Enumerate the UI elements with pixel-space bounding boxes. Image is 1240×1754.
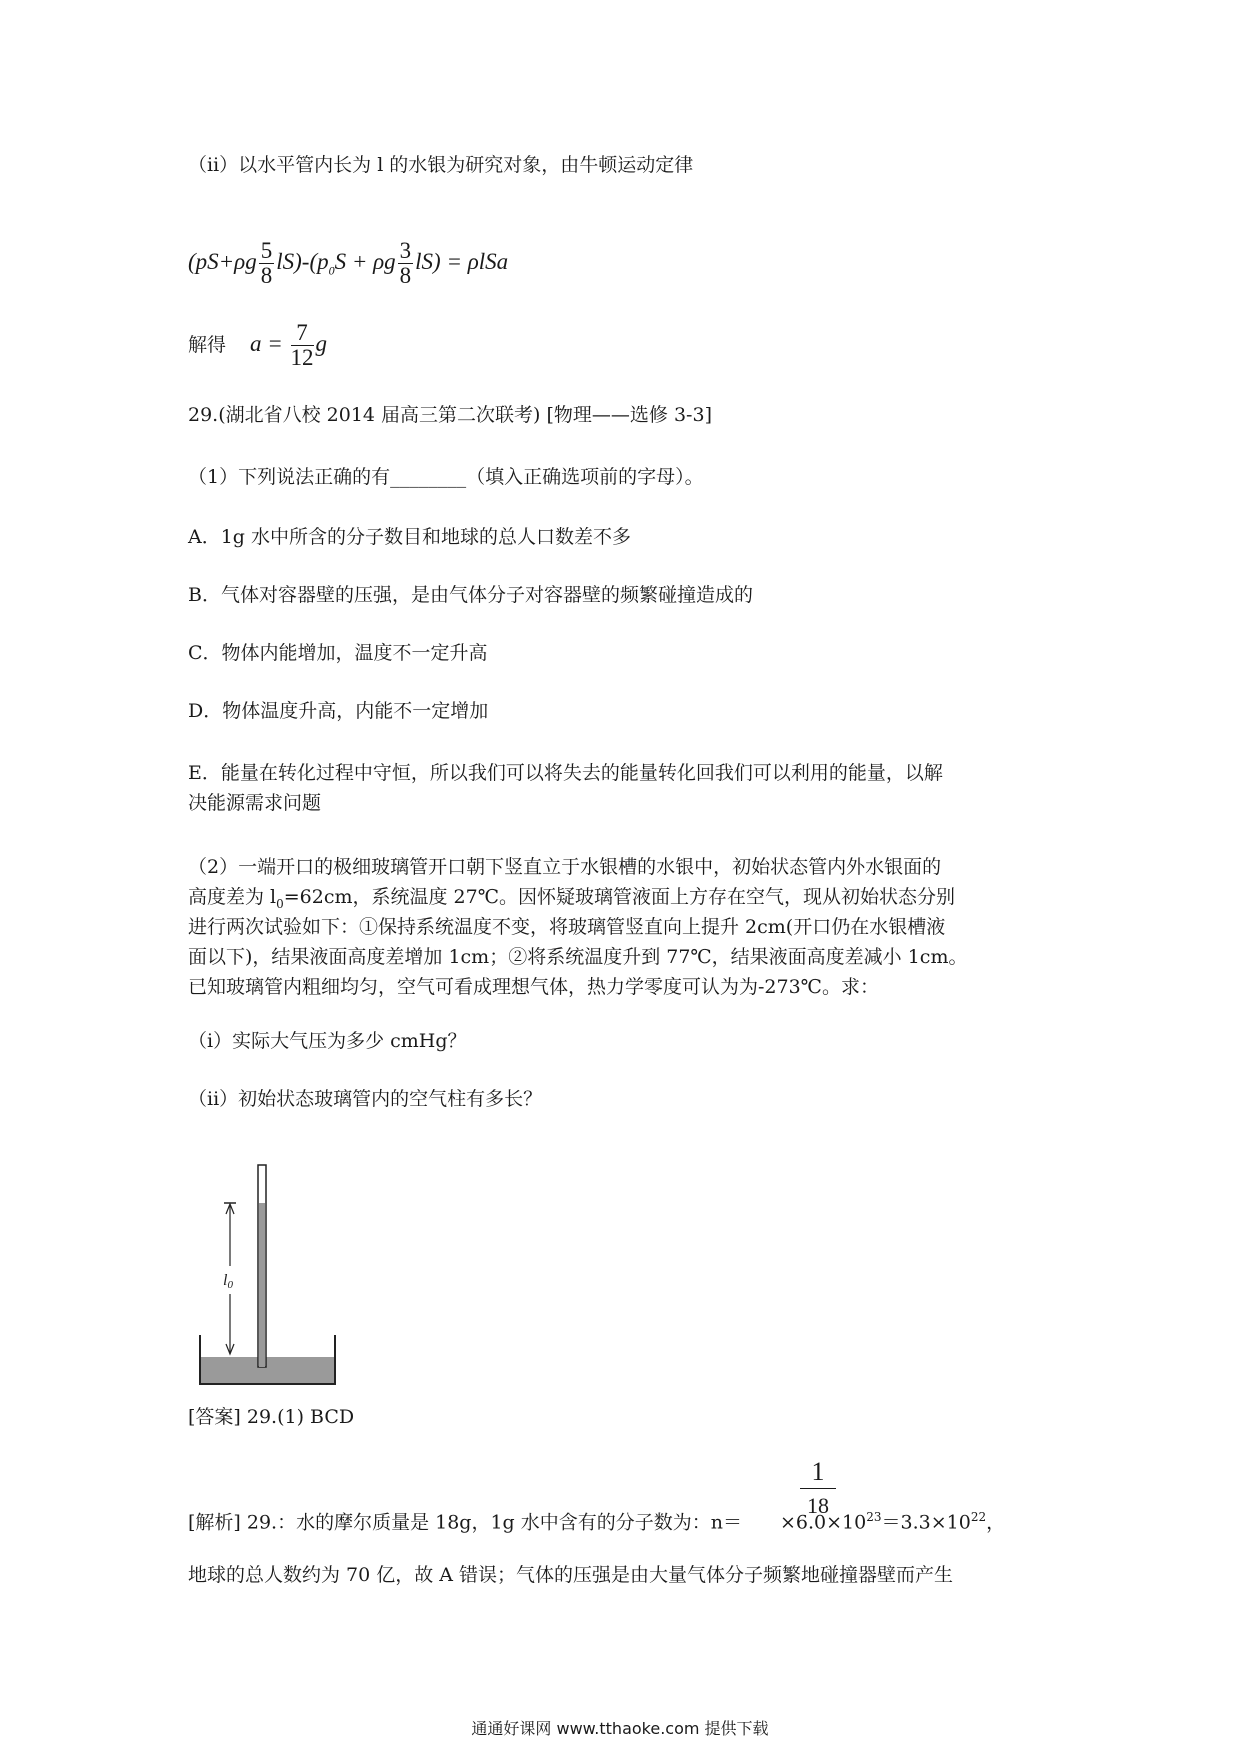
analysis-line-2: 地球的总人数约为 70 亿，故 A 错误；气体的压强是由大量气体分子频繁地碰撞器壁而产生	[188, 1564, 954, 1586]
part-2-line-5: 已知玻璃管内粗细均匀，空气可看成理想气体，热力学零度可认为为-273℃。求：	[188, 976, 879, 998]
question-i: （i）实际大气压为多少 cmHg？	[188, 1030, 467, 1052]
option-c: C．物体内能增加，温度不一定升高	[188, 642, 488, 664]
fraction-seven-twelfths: $\frac{7}{12}$	[290, 320, 314, 371]
page-footer: 通通好课网 www.tthaoke.com 提供下载	[471, 1719, 769, 1738]
figure-label-l0: l0	[223, 1272, 233, 1291]
analysis-line-1: [解析] 29.：水的摩尔质量是 18g，1g 水中含有的分子数为：$n= \times 6.0\times 10^{23}=3.3\times 10^{22}$，	[188, 1510, 1006, 1534]
option-e-line-1: E．能量在转化过程中守恒，所以我们可以将失去的能量转化回我们可以利用的能量，以解	[188, 762, 943, 784]
newton-equation	[188, 232, 508, 301]
solve-equation: a = $\frac{7}{12}$ g	[250, 320, 328, 371]
option-a: A．1g 水中所含的分子数目和地球的总人口数差不多	[188, 526, 632, 548]
subquestion-ii-header: （ⅱ）以水平管内长为 l 的水银为研究对象，由牛顿运动定律	[188, 154, 694, 176]
p-subscript-0: 0	[328, 263, 335, 278]
tube-diagram	[190, 1160, 350, 1390]
fraction-denominator-18: 18	[807, 1493, 829, 1518]
part-1-prompt: （1）下列说法正确的有________（填入正确选项前的字母）。	[188, 466, 704, 488]
question-ii: （ii）初始状态玻璃管内的空气柱有多长？	[188, 1088, 543, 1110]
fraction-numerator-1: 1	[800, 1456, 836, 1489]
equation-part-4: lS) = ρlSa	[415, 249, 509, 274]
part-2-line-2: 高度差为 $l_0=62cm$，系统温度 27℃。因怀疑玻璃管液面上方存在空气，现从初始状态分别	[188, 886, 955, 911]
solve-label: 解得	[188, 334, 227, 356]
option-b: B．气体对容器壁的压强，是由气体分子对容器壁的频繁碰撞造成的	[188, 584, 753, 606]
part-2-line-4: 面以下)，结果液面高度差增加 1cm；②将系统温度升到 77℃，结果液面高度差减小 1cm。	[188, 946, 968, 968]
mercury-trough	[200, 1357, 335, 1384]
part-2-line-1: （2）一端开口的极细玻璃管开口朝下竖直立于水银槽的水银中，初始状态管内外水银面的	[188, 856, 942, 878]
fraction-five-eighths: $\frac{5}{8}$	[260, 238, 273, 289]
equation-part-1: (pS+ρg	[188, 249, 257, 274]
option-d: D．物体温度升高，内能不一定增加	[188, 700, 489, 722]
option-e-line-2: 决能源需求问题	[188, 792, 322, 814]
answer-line: [答案] 29.(1) BCD	[188, 1406, 355, 1428]
fraction-three-eighths: $\frac{3}{8}$	[399, 238, 412, 289]
equation-part-3: S + ρg	[334, 249, 396, 274]
equation-part-2: lS)-(p	[276, 249, 329, 274]
part-2-line-3: 进行两次试验如下：①保持系统温度不变，将玻璃管竖直向上提升 2cm(开口仍在水银槽液	[188, 916, 946, 938]
mercury-column	[259, 1203, 265, 1367]
question-29-title: 29.(湖北省八校 2014 届高三第二次联考) [物理——选修 3-3]	[188, 404, 712, 426]
